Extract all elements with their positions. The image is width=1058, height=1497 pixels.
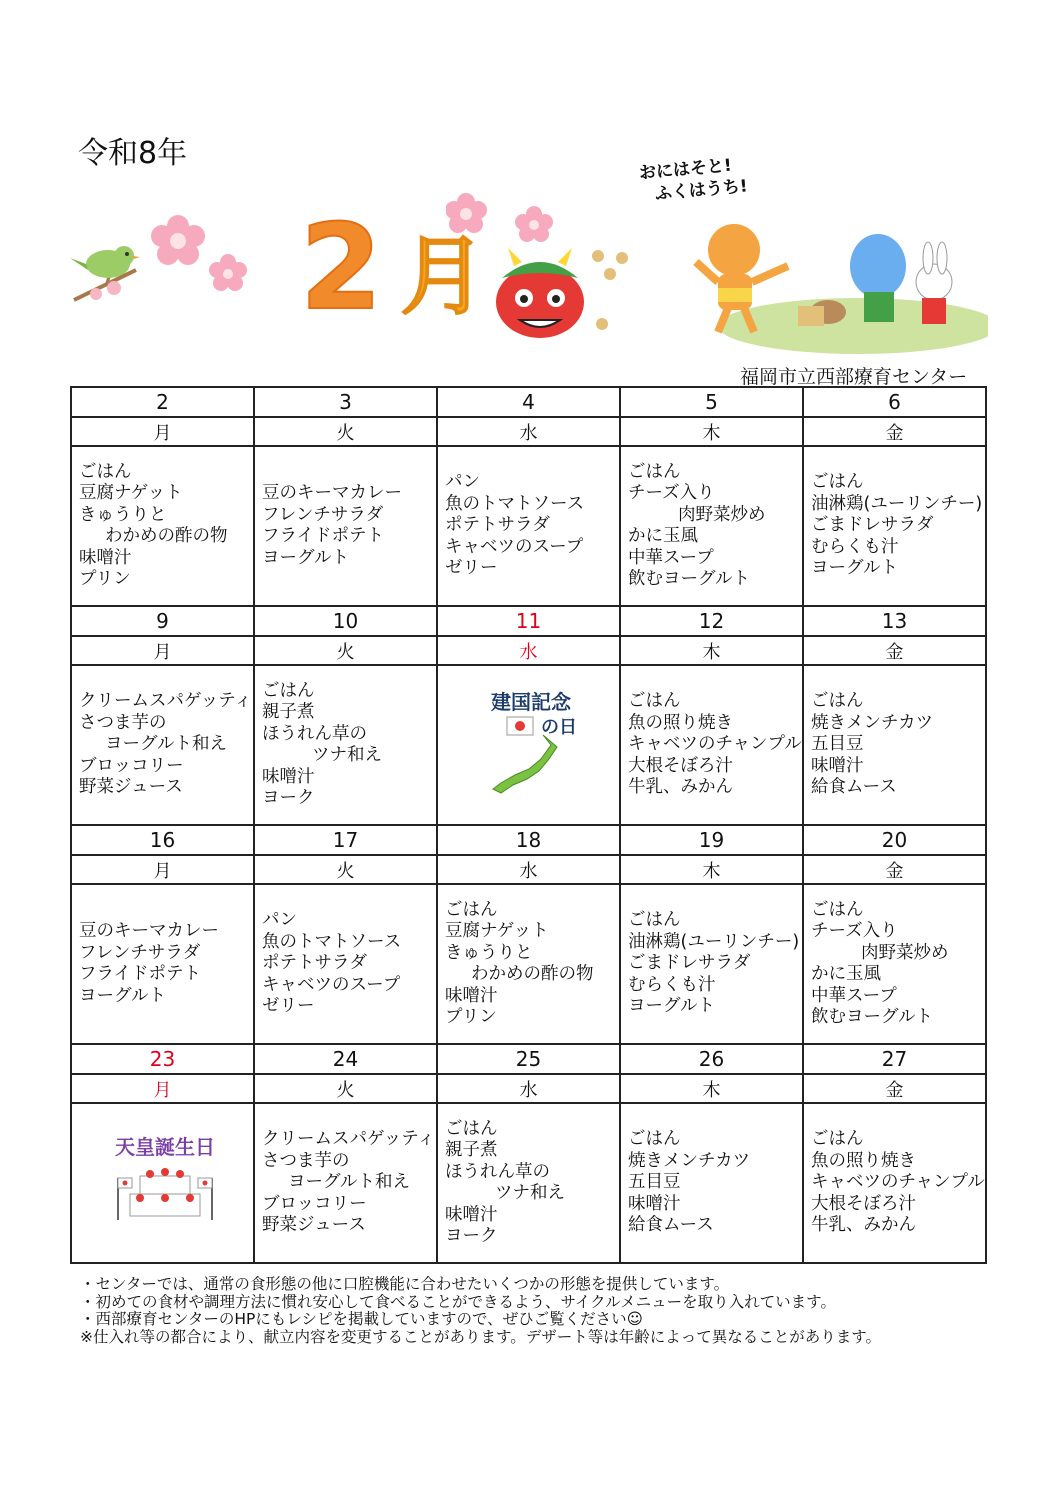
menu-item: ヨーク [445,1226,498,1246]
menu-item: チーズ入り [811,921,898,941]
menu-item: ヨーグルト和え [288,1172,410,1193]
menu-cell [803,1103,986,1263]
menu-item: 魚のトマトソース [262,931,402,952]
menu-cell [803,884,986,1044]
menu-item: ごはん [628,691,681,712]
menu-cell [803,446,986,606]
menu-item: ポテトサラダ [262,953,367,974]
era-label: 令和8年 [78,136,188,171]
menu-item: 肉野菜炒め [861,942,949,963]
menu-cell [254,884,437,1044]
menu-item: ヨーク [262,788,315,808]
menu-item: むらくも汁 [811,536,899,557]
day-date: 16 [71,825,254,855]
day-date: 18 [437,825,620,855]
menu-item: 親子煮 [262,702,315,722]
menu-item: フレンチサラダ [262,504,384,525]
menu-item: ごまドレサラダ [628,953,751,974]
note-line: ・センターでは、通常の食形態の他に口腔機能に合わせたいくつかの形態を提供しています。 [80,1275,730,1293]
menu-item: ツナ和え [495,1183,565,1203]
menu-item: 五目豆 [811,734,864,755]
menu-item: ごはん [811,899,864,920]
menu-item: 大根そぼろ汁 [628,755,733,776]
day-date: 5 [620,387,803,417]
day-date: 2 [71,387,254,417]
day-date: 3 [254,387,437,417]
day-of-week: 月 [71,855,254,884]
menu-item: プリン [445,1007,497,1027]
menu-item: 油淋鶏(ユーリンチー) [628,931,800,952]
menu-item: 魚の照り焼き [628,712,733,733]
menu-item: 野菜ジュース [262,1215,366,1236]
menu-item: 魚のトマトソース [445,493,585,514]
menu-item: ごはん [811,472,864,493]
menu-item: ごはん [628,461,681,482]
menu-item: 給食ムース [811,777,897,798]
day-of-week: 火 [254,1074,437,1103]
menu-item: 味噌汁 [262,766,315,787]
day-of-week: 金 [803,636,986,665]
day-of-week: 月 [71,636,254,665]
menu-item: キャベツのチャンプル [628,734,802,755]
menu-item: 飲むヨーグルト [811,1007,933,1027]
menu-item: 給食ムース [628,1215,714,1236]
menu-item: ゼリー [445,558,498,579]
red-oni-mask-icon [490,244,640,344]
menu-item: フレンチサラダ [79,942,201,963]
menu-item: パン [445,472,480,493]
day-of-week: 水 [437,636,620,665]
menu-item: かに玉風 [628,526,698,546]
oni-and-animals-illustration [688,196,988,356]
svg-text:の日: の日 [540,717,577,738]
menu-item: 中華スープ [811,985,897,1006]
day-date: 10 [254,606,437,636]
menu-item: ごはん [811,1129,864,1150]
menu-item: ごはん [628,910,681,931]
menu-cell [254,665,437,825]
menu-item: 豆腐ナゲット [445,921,549,941]
organization-name: 福岡市立西部療育センター [740,366,968,388]
day-date: 24 [254,1044,437,1074]
menu-item: 豆のキーマカレー [262,483,402,503]
day-of-week: 火 [254,636,437,665]
menu-item: フライドポテト [79,964,201,984]
day-date: 26 [620,1044,803,1074]
menu-cell [437,1103,620,1263]
day-of-week: 金 [803,1074,986,1103]
menu-item: 野菜ジュース [79,777,183,798]
menu-cell [437,446,620,606]
setsubun-line-2: ふくはうち! [654,176,749,205]
menu-item: ごまドレサラダ [811,515,934,536]
day-date: 9 [71,606,254,636]
menu-item: ツナ和え [312,745,382,765]
menu-cell [620,665,803,825]
setsubun-line-1: おにはそと! [638,155,733,184]
menu-calendar [70,386,987,1264]
menu-cell [620,446,803,606]
menu-item: キャベツのスープ [445,536,584,557]
birthday-cake-icon [100,1128,230,1238]
day-date: 11 [437,606,620,636]
menu-item: ブロッコリー [262,1193,367,1214]
notes [80,1276,881,1346]
day-date: 13 [803,606,986,636]
menu-item: ヨーグルト [262,547,349,568]
menu-item: ごはん [79,461,132,482]
day-of-week: 金 [803,417,986,446]
menu-item: ごはん [811,691,864,712]
day-of-week: 月 [71,1074,254,1103]
plum-blossom-icon [150,208,260,328]
menu-item: ほうれん草の [262,723,367,744]
day-of-week: 木 [620,855,803,884]
menu-item: 味噌汁 [811,755,864,776]
menu-item: かに玉風 [811,964,881,984]
menu-item: きゅうりと [445,942,533,963]
menu-item: クリームスパゲッティ [79,691,252,712]
menu-cell [71,1103,254,1263]
menu-item: 牛乳、みかん [811,1215,916,1236]
menu-item: 豆のキーマカレー [79,921,219,941]
menu-item: クリームスパゲッティ [262,1129,435,1150]
menu-cell [71,446,254,606]
day-of-week: 金 [803,855,986,884]
menu-item: 大根そぼろ汁 [811,1193,916,1214]
menu-item: 牛乳、みかん [628,777,733,798]
day-date: 17 [254,825,437,855]
menu-item: パン [262,910,297,931]
menu-item: ほうれん草の [445,1161,550,1182]
menu-item: ごはん [262,680,315,701]
note-line: ・初めての食材や調理方法に慣れ安心して食べることができるよう、サイクルメニューを取り入れています。 [80,1292,836,1311]
menu-item: キャベツのスープ [262,974,401,995]
day-date: 20 [803,825,986,855]
japan-map-icon [471,685,591,805]
menu-item: 油淋鶏(ユーリンチー) [811,493,983,514]
menu-item: わかめの酢の物 [471,964,594,984]
menu-cell [71,884,254,1044]
day-of-week: 水 [437,1074,620,1103]
menu-item: 味噌汁 [445,985,498,1006]
day-of-week: 木 [620,417,803,446]
menu-item: ヨーグルト [79,985,166,1006]
day-of-week: 木 [620,636,803,665]
menu-item: 肉野菜炒め [678,504,766,525]
menu-item: 焼きメンチカツ [628,1150,751,1171]
menu-item: 味噌汁 [445,1204,498,1225]
menu-cell [620,1103,803,1263]
day-date: 4 [437,387,620,417]
menu-cell [254,1103,437,1263]
month-unit: 月 [400,227,487,327]
menu-item: 焼きメンチカツ [811,712,934,733]
menu-item: ごはん [445,1118,498,1139]
menu-cell [620,884,803,1044]
menu-item: 飲むヨーグルト [628,569,750,589]
day-of-week: 木 [620,1074,803,1103]
menu-item: 中華スープ [628,547,714,568]
badge-label: 建国記念 [490,690,571,714]
menu-item: ヨーグルト [628,996,715,1017]
menu-item: ポテトサラダ [445,515,550,536]
day-date: 12 [620,606,803,636]
svg-text:天皇誕生日: 天皇誕生日 [114,1135,215,1159]
note-line: ・西部療育センターのHPにもレシピを掲載していますので、ぜひご覧ください☺ [80,1310,643,1328]
menu-item: ヨーグルト和え [105,734,227,755]
menu-item: 親子煮 [445,1140,498,1160]
menu-item: ブロッコリー [79,755,184,776]
menu-item: 五目豆 [628,1172,681,1193]
menu-item: チーズ入り [628,483,715,503]
month-number: 2 [300,198,383,336]
menu-item: 豆腐ナゲット [79,483,183,503]
menu-item: ヨーグルト [811,558,898,579]
note-line: ※仕入れ等の都合により、献立内容を変更することがあります。デザート等は年齢によって異なることがあります。 [80,1327,882,1346]
menu-item: むらくも汁 [628,974,716,995]
menu-item: ごはん [628,1129,681,1150]
day-of-week: 月 [71,417,254,446]
menu-cell [437,884,620,1044]
day-of-week: 火 [254,855,437,884]
menu-cell [71,665,254,825]
menu-item: きゅうりと [79,504,167,525]
day-date: 19 [620,825,803,855]
menu-item: キャベツのチャンプル [811,1172,985,1193]
menu-cell [254,446,437,606]
day-date: 27 [803,1044,986,1074]
day-of-week: 火 [254,417,437,446]
menu-item: プリン [79,569,131,589]
menu-item: さつま芋の [79,712,167,733]
day-date: 25 [437,1044,620,1074]
menu-item: ゼリー [262,996,315,1017]
menu-item: わかめの酢の物 [105,526,228,546]
menu-cell [803,665,986,825]
menu-item: 味噌汁 [79,547,132,568]
day-of-week: 水 [437,417,620,446]
day-of-week: 水 [437,855,620,884]
menu-item: ごはん [445,899,498,920]
menu-item: フライドポテト [262,526,384,546]
day-date: 23 [71,1044,254,1074]
menu-item: さつま芋の [262,1150,350,1171]
menu-item: 味噌汁 [628,1193,681,1214]
menu-item: 魚の照り焼き [811,1150,916,1171]
day-date: 6 [803,387,986,417]
month-title [300,198,487,336]
menu-cell [437,665,620,825]
